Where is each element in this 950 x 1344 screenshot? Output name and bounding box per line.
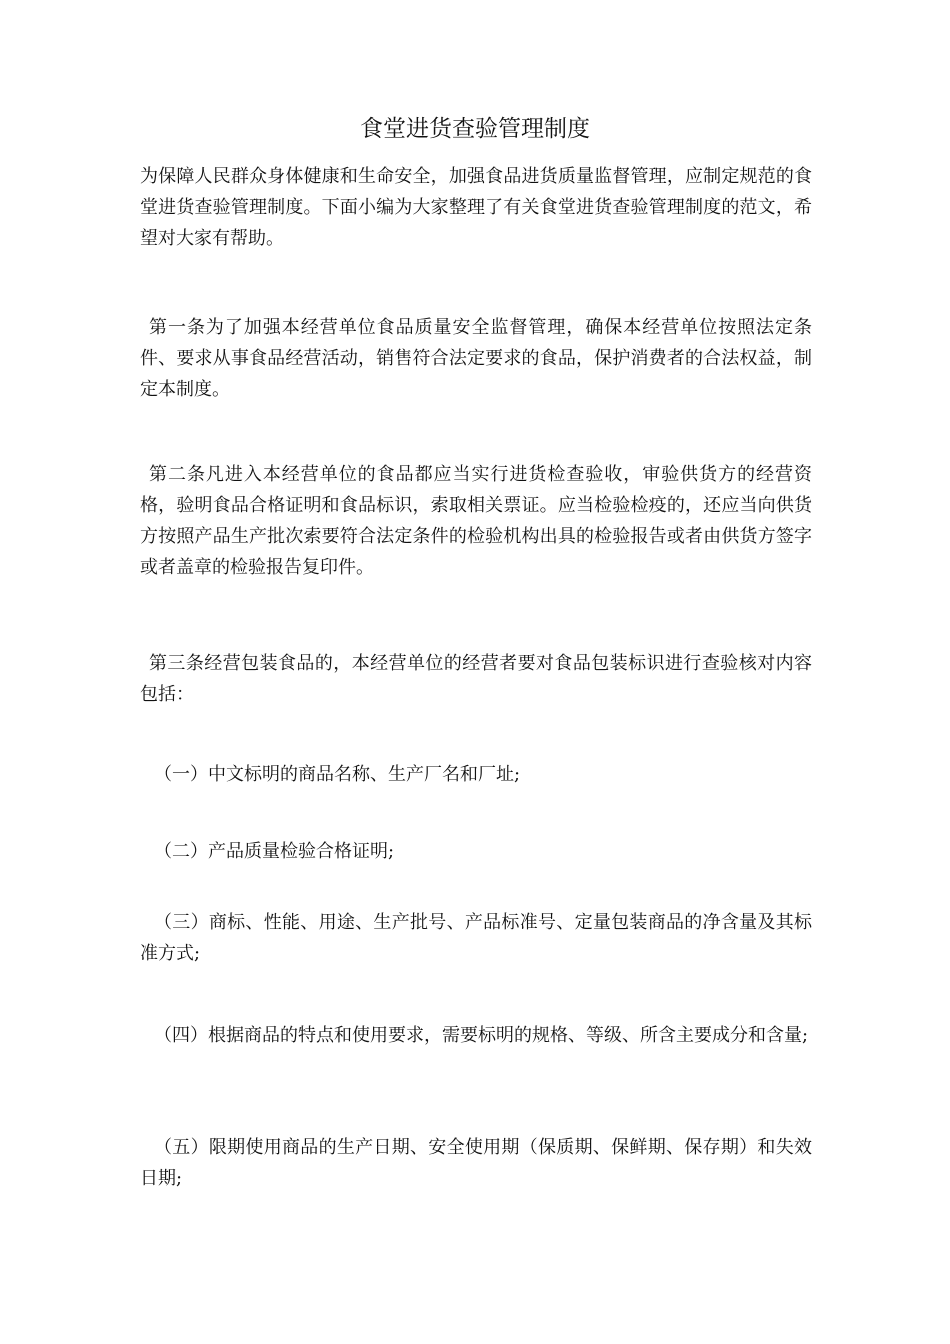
list-item-5: （五）限期使用商品的生产日期、安全使用期（保质期、保鲜期、保存期）和失效日期; (140, 1137, 812, 1189)
paragraph-article-2: 第二条凡进入本经营单位的食品都应当实行进货检查验收，审验供货方的经营资格，验明食品合格证明和食品标识，索取相关票证。应当检验检疫的，还应当向供货方按照产品生产批次索要符合法定条件的检验机构出具的检验报告或者由供货方签字或者盖章的检验报告复印件。 (140, 464, 812, 578)
list-item-4: （四）根据商品的特点和使用要求，需要标明的规格、等级、所含主要成分和含量; (154, 1025, 809, 1046)
paragraph-article-1: 第一条为了加强本经营单位食品质量安全监督管理，确保本经营单位按照法定条件、要求从事食品经营活动，销售符合法定要求的食品，保护消费者的合法权益，制定本制度。 (140, 317, 812, 400)
list-item-1: （一）中文标明的商品名称、生产厂名和厂址; (154, 764, 521, 785)
document-title: 食堂进货查验管理制度 (360, 116, 590, 142)
paragraph-intro: 为保障人民群众身体健康和生命安全，加强食品进货质量监督管理，应制定规范的食堂进货查验管理制度。下面小编为大家整理了有关食堂进货查验管理制度的范文，希望对大家有帮助。 (140, 166, 812, 249)
paragraph-article-3: 第三条经营包装食品的，本经营单位的经营者要对食品包装标识进行查验核对内容包括： (140, 653, 812, 705)
list-item-3: （三）商标、性能、用途、生产批号、产品标准号、定量包装商品的净含量及其标准方式; (140, 912, 812, 964)
list-item-2: （二）产品质量检验合格证明; (154, 841, 395, 862)
